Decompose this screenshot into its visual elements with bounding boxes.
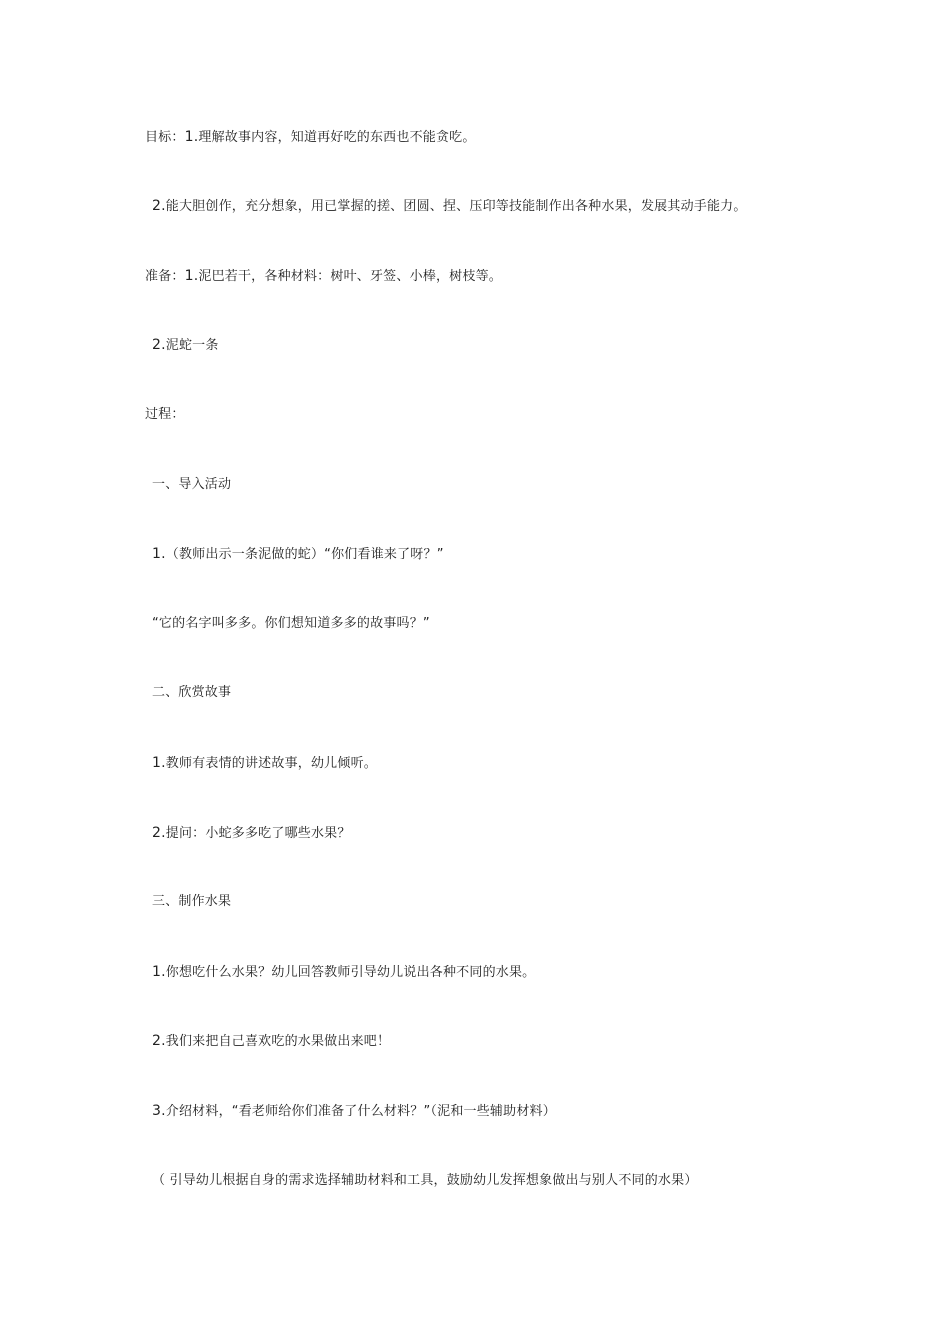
line-number: 1. xyxy=(152,755,166,771)
line-text: 泥蛇一条 xyxy=(165,338,219,353)
section3-line-2 xyxy=(152,1032,390,1051)
section2-line-1 xyxy=(152,754,377,773)
section3-line-4 xyxy=(152,1172,698,1190)
line-text: 我们来把自己喜欢吃的水果做出来吧！ xyxy=(165,1034,391,1049)
line-text: 理解故事内容，知道再好吃的东西也不能贪吃。 xyxy=(198,130,476,145)
line-text: 二、欣赏故事 xyxy=(152,685,232,700)
line-text: 三、制作水果 xyxy=(152,894,232,909)
section1-line-2 xyxy=(152,615,430,633)
line-prefix: 目标： xyxy=(145,130,185,145)
goal-line-1 xyxy=(145,128,476,147)
line-number: 2. xyxy=(152,337,166,353)
line-text: 你想吃什么水果？幼儿回答教师引导幼儿说出各种不同的水果。 xyxy=(165,965,536,980)
line-number: 1. xyxy=(152,964,166,980)
section-heading-2 xyxy=(152,684,231,702)
line-text: 教师有表情的讲述故事，幼儿倾听。 xyxy=(165,756,377,771)
line-text: 一、导入活动 xyxy=(152,477,232,492)
prep-line-2 xyxy=(152,336,219,355)
line-prefix: 准备： xyxy=(145,269,185,284)
line-number: 1. xyxy=(184,129,199,145)
line-text: 能大胆创作，充分想象，用已掌握的搓、团圆、捏、压印等技能制作出各种水果，发展其动手能力。 xyxy=(165,199,747,214)
line-text: （ 引导幼儿根据自身的需求选择辅助材料和工具，鼓励幼儿发挥想象做出与别人不同的水果） xyxy=(152,1173,698,1188)
line-number: 1. xyxy=(152,546,166,562)
line-text: （教师出示一条泥做的蛇）“你们看谁来了呀？” xyxy=(165,547,444,562)
section-heading-1 xyxy=(152,476,231,494)
section2-line-2 xyxy=(152,824,351,843)
line-text: “它的名字叫多多。你们想知道多多的故事吗？” xyxy=(152,616,430,631)
line-number: 2. xyxy=(152,1033,166,1049)
section-heading-3 xyxy=(152,893,231,911)
line-number: 3. xyxy=(152,1103,166,1119)
line-text: 提问：小蛇多多吃了哪些水果？ xyxy=(165,826,351,841)
goal-line-2 xyxy=(152,197,747,216)
prep-line-1 xyxy=(145,267,502,286)
line-number: 1. xyxy=(184,268,199,284)
line-number: 2. xyxy=(152,825,166,841)
line-text: 介绍材料，“看老师给你们准备了什么材料？”（泥和一些辅助材料） xyxy=(165,1104,556,1119)
line-number: 2. xyxy=(152,198,166,214)
section3-line-1 xyxy=(152,963,535,982)
line-text: 过程： xyxy=(145,407,185,422)
line-text: 泥巴若干，各种材料：树叶、牙签、小棒，树枝等。 xyxy=(198,269,502,284)
section1-line-1 xyxy=(152,545,444,564)
process-heading xyxy=(145,406,185,424)
section3-line-3 xyxy=(152,1102,556,1121)
